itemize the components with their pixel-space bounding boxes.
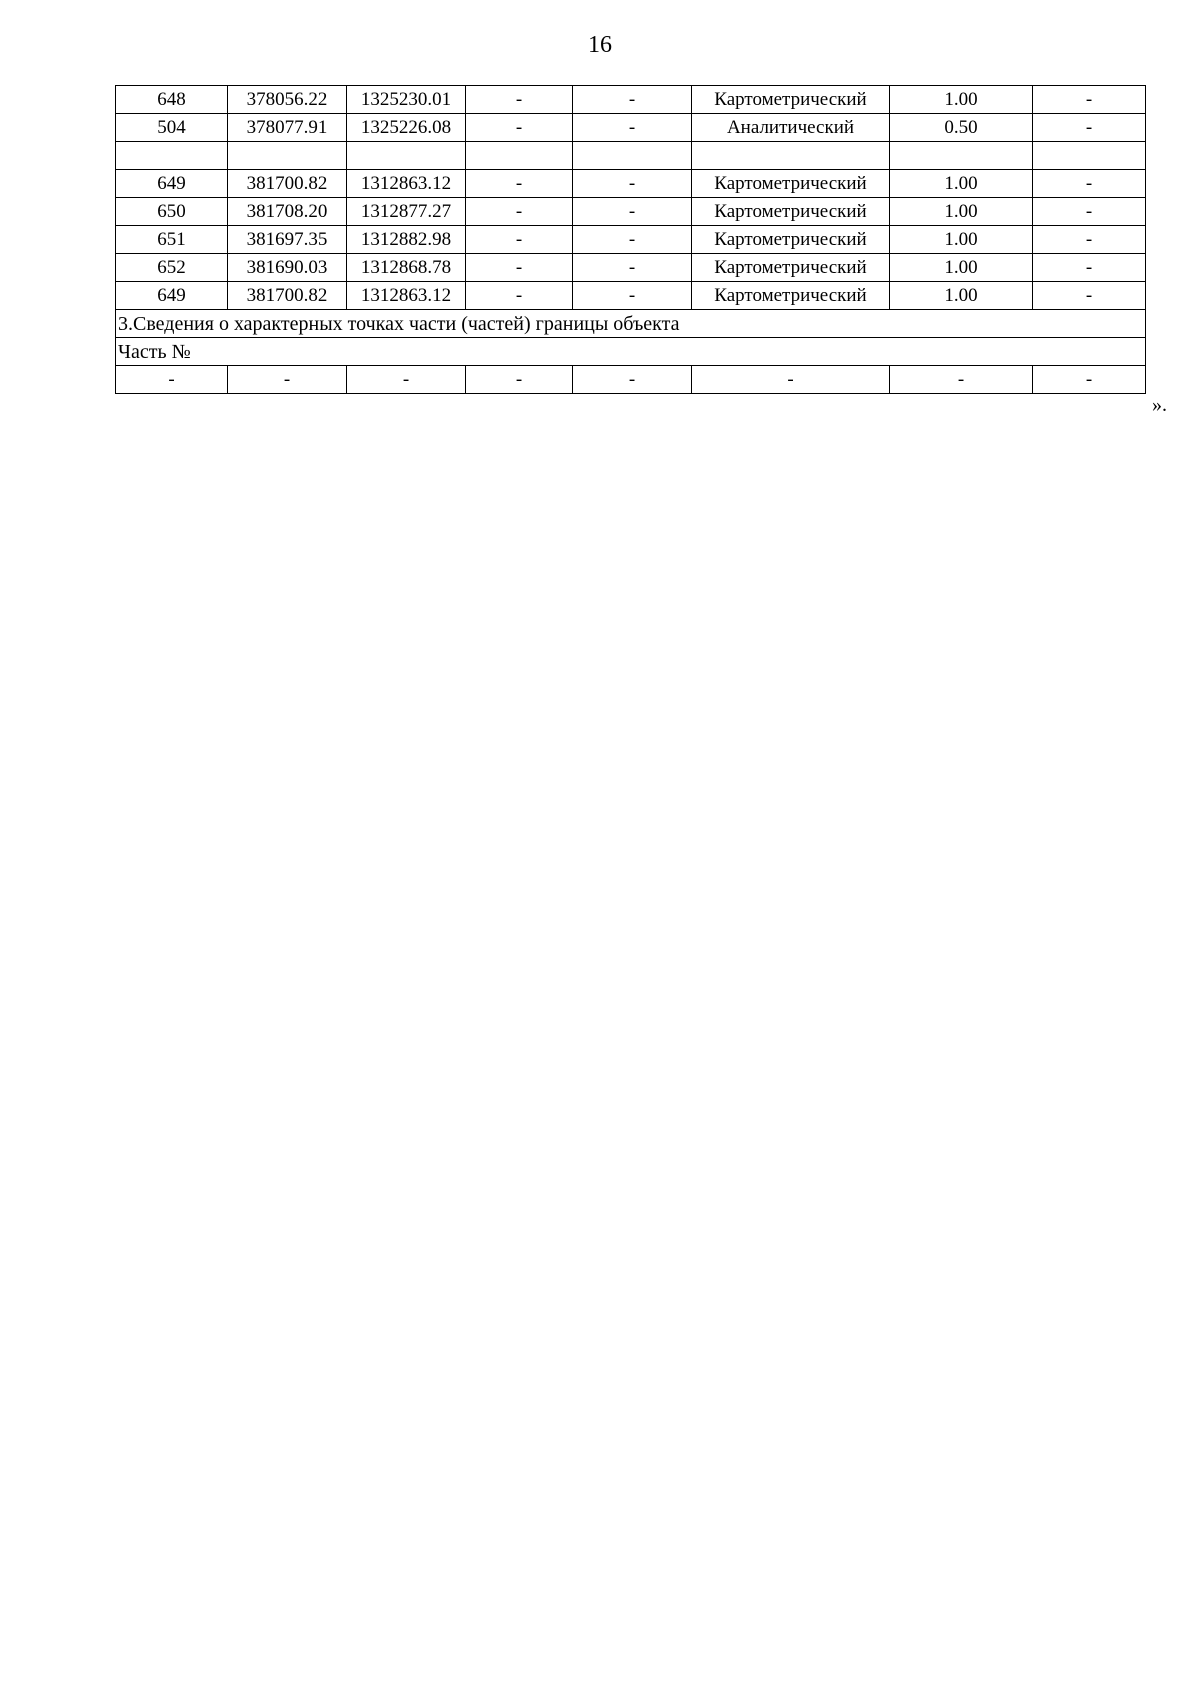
point-number-cell: 648 bbox=[116, 86, 228, 114]
y-coordinate-cell: 1312863.12 bbox=[347, 170, 466, 198]
section-title-row bbox=[116, 310, 1146, 338]
method-cell: Картометрический bbox=[692, 170, 890, 198]
accuracy-cell: 1.00 bbox=[890, 170, 1033, 198]
table-cell bbox=[573, 142, 692, 170]
section-title: 3.Сведения о характерных точках части (частей) границы объекта bbox=[116, 310, 1146, 338]
x-coordinate-cell bbox=[228, 142, 347, 170]
boundary-points-table bbox=[115, 85, 1146, 394]
table-row bbox=[116, 366, 1146, 394]
method-cell: Картометрический bbox=[692, 86, 890, 114]
y-coordinate-cell: 1312877.27 bbox=[347, 198, 466, 226]
table-row bbox=[116, 86, 1146, 114]
method-cell: Картометрический bbox=[692, 198, 890, 226]
table-cell: - bbox=[573, 170, 692, 198]
table-cell: - bbox=[573, 86, 692, 114]
point-number-cell: 650 bbox=[116, 198, 228, 226]
y-coordinate-cell bbox=[347, 142, 466, 170]
table-cell: - bbox=[573, 366, 692, 394]
table-cell: - bbox=[573, 226, 692, 254]
method-cell: Картометрический bbox=[692, 282, 890, 310]
y-coordinate-cell: 1325226.08 bbox=[347, 114, 466, 142]
accuracy-cell: 1.00 bbox=[890, 86, 1033, 114]
table-row bbox=[116, 198, 1146, 226]
x-coordinate-cell: 381708.20 bbox=[228, 198, 347, 226]
point-number-cell: 651 bbox=[116, 226, 228, 254]
table-cell: - bbox=[228, 366, 347, 394]
table-cell: - bbox=[1033, 226, 1146, 254]
closing-quote-mark: ». bbox=[1152, 394, 1167, 416]
accuracy-cell: 1.00 bbox=[890, 254, 1033, 282]
table-cell: - bbox=[1033, 198, 1146, 226]
table-row bbox=[116, 254, 1146, 282]
x-coordinate-cell: 381700.82 bbox=[228, 282, 347, 310]
table-row bbox=[116, 282, 1146, 310]
table-cell bbox=[1033, 142, 1146, 170]
table-cell: - bbox=[1033, 366, 1146, 394]
x-coordinate-cell: 381700.82 bbox=[228, 170, 347, 198]
accuracy-cell: 1.00 bbox=[890, 282, 1033, 310]
table-row bbox=[116, 226, 1146, 254]
method-cell: Аналитический bbox=[692, 114, 890, 142]
table-cell bbox=[466, 142, 573, 170]
method-cell: Картометрический bbox=[692, 226, 890, 254]
table-row bbox=[116, 142, 1146, 170]
table-cell: - bbox=[1033, 86, 1146, 114]
table-cell: - bbox=[573, 198, 692, 226]
table-cell: - bbox=[466, 198, 573, 226]
accuracy-cell: 1.00 bbox=[890, 198, 1033, 226]
y-coordinate-cell: 1312863.12 bbox=[347, 282, 466, 310]
x-coordinate-cell: 378056.22 bbox=[228, 86, 347, 114]
accuracy-cell: 1.00 bbox=[890, 226, 1033, 254]
page-number: 16 bbox=[588, 32, 612, 58]
point-number-cell: 652 bbox=[116, 254, 228, 282]
y-coordinate-cell: 1312868.78 bbox=[347, 254, 466, 282]
part-label: Часть № bbox=[116, 338, 1146, 366]
x-coordinate-cell: 381690.03 bbox=[228, 254, 347, 282]
table-cell: - bbox=[466, 114, 573, 142]
method-cell: Картометрический bbox=[692, 254, 890, 282]
accuracy-cell bbox=[890, 142, 1033, 170]
table-row bbox=[116, 114, 1146, 142]
table-row bbox=[116, 170, 1146, 198]
x-coordinate-cell: 381697.35 bbox=[228, 226, 347, 254]
table-cell: - bbox=[573, 282, 692, 310]
accuracy-cell: 0.50 bbox=[890, 114, 1033, 142]
table-cell: - bbox=[573, 254, 692, 282]
x-coordinate-cell: 378077.91 bbox=[228, 114, 347, 142]
table-cell: - bbox=[1033, 254, 1146, 282]
table-cell: - bbox=[466, 366, 573, 394]
y-coordinate-cell: 1325230.01 bbox=[347, 86, 466, 114]
table-cell: - bbox=[692, 366, 890, 394]
table-cell: - bbox=[347, 366, 466, 394]
table-cell: - bbox=[466, 170, 573, 198]
y-coordinate-cell: 1312882.98 bbox=[347, 226, 466, 254]
table-cell: - bbox=[1033, 114, 1146, 142]
table-cell: - bbox=[1033, 282, 1146, 310]
point-number-cell: 504 bbox=[116, 114, 228, 142]
point-number-cell: 649 bbox=[116, 282, 228, 310]
table-cell: - bbox=[466, 282, 573, 310]
method-cell bbox=[692, 142, 890, 170]
table-cell: - bbox=[116, 366, 228, 394]
point-number-cell bbox=[116, 142, 228, 170]
part-label-row bbox=[116, 338, 1146, 366]
table-cell: - bbox=[466, 86, 573, 114]
table-cell: - bbox=[466, 226, 573, 254]
table-cell: - bbox=[890, 366, 1033, 394]
point-number-cell: 649 bbox=[116, 170, 228, 198]
table-cell: - bbox=[1033, 170, 1146, 198]
table-cell: - bbox=[466, 254, 573, 282]
table-cell: - bbox=[573, 114, 692, 142]
